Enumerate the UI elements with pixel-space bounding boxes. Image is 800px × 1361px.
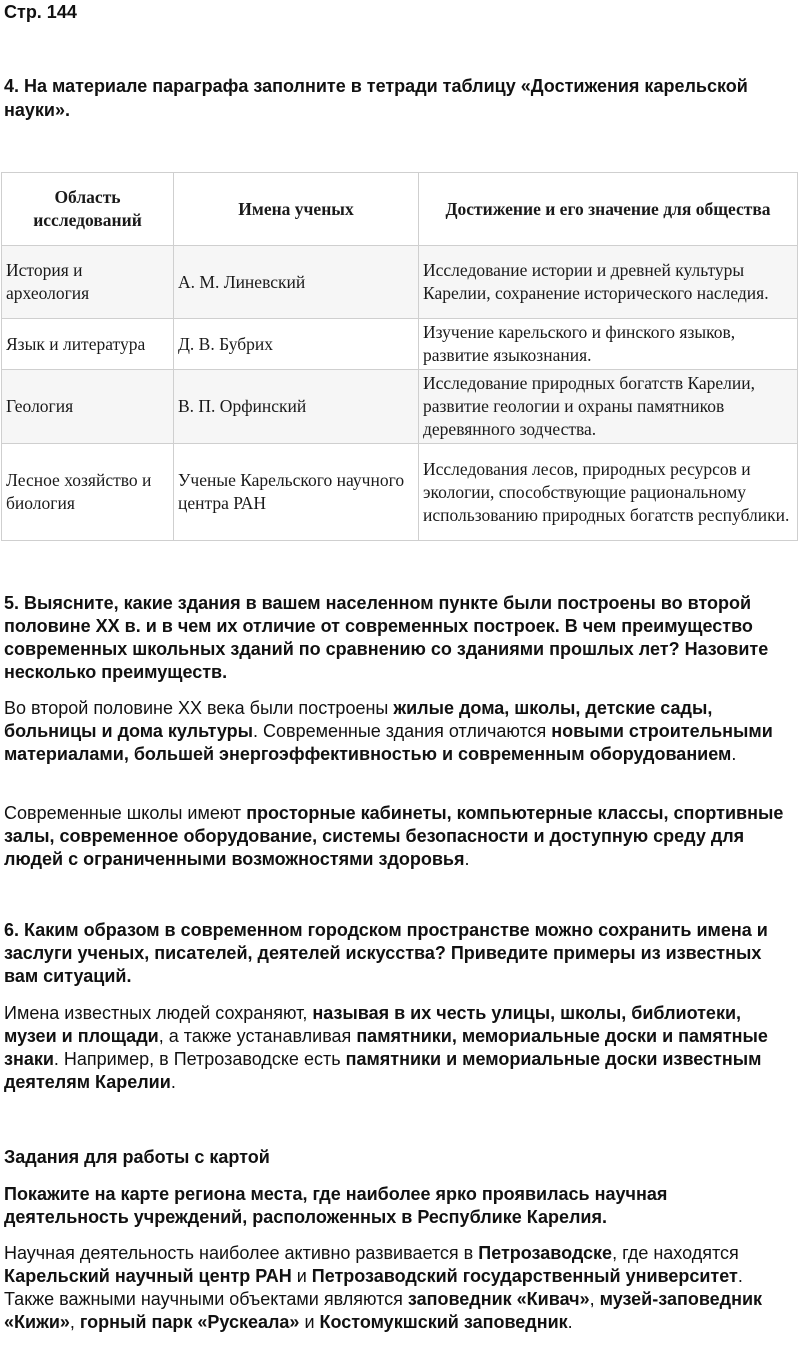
question-5: 5. Выясните, какие здания в вашем населенном пункте были построены во второй половине XX в. и в чем их отличие от современных построек. В чем преимущество современных школьных зданий по сравнению со зданиями прошлых лет? Назовите несколько преимуществ.	[4, 593, 769, 682]
answer-text: и	[299, 1312, 320, 1332]
cell-names: В. П. Орфинский	[174, 370, 419, 444]
cell-achievement: Исследование истории и древней культуры Карелии, сохранение исторического наследия.	[419, 246, 798, 319]
question-4: 4. На материале параграфа заполните в тетради таблицу «Достижения карельской науки».	[4, 76, 748, 120]
achievements-table	[1, 172, 798, 541]
answer-bold: просторные кабинеты, компьютерные классы, спортивные залы, современное оборудование, системы безопасности и доступную среду для людей с ограниченными возможностями здоровья	[4, 803, 784, 869]
answer-text: .	[567, 1312, 573, 1332]
answer-bold: называя в их честь улицы, школы, библиотеки, музеи и площади	[4, 1003, 742, 1046]
header-area: Область исследований	[2, 173, 174, 246]
cell-names: Д. В. Бубрих	[174, 319, 419, 370]
answer-text: Во второй половине XX века были построены	[4, 698, 394, 718]
answer-text: , а также устанавливая	[158, 1026, 357, 1046]
answer-bold: заповедник «Кивач»	[407, 1289, 590, 1309]
cell-area: Язык и литература	[2, 319, 174, 370]
answer-text: ,	[589, 1289, 600, 1309]
answer-text: .	[731, 744, 737, 764]
answer-text: . Например, в Петрозаводске есть	[53, 1049, 346, 1069]
answer-text: .	[170, 1072, 176, 1092]
cell-area: История и археология	[2, 246, 174, 319]
answer-text: . Также важными научными объектами являются	[4, 1266, 743, 1309]
answer-text: , где находятся	[612, 1243, 739, 1263]
cell-names: А. М. Линевский	[174, 246, 419, 319]
answer-bold: Карельский научный центр РАН	[4, 1266, 292, 1286]
table-row	[2, 444, 798, 541]
header-achievement: Достижение и его значение для общества	[419, 173, 798, 246]
answer-5-paragraph-2	[4, 802, 797, 871]
answer-bold: Петрозаводске	[478, 1243, 613, 1263]
header-names: Имена ученых	[174, 173, 419, 246]
answer-bold: Петрозаводский государственный университет	[311, 1266, 738, 1286]
answer-text: Научная деятельность наиболее активно развивается в	[4, 1243, 479, 1263]
table-row	[2, 246, 798, 319]
cell-area: Лесное хозяйство и биология	[2, 444, 174, 541]
map-answer-paragraph	[4, 1242, 797, 1334]
answer-text: и	[291, 1266, 312, 1286]
table-row	[2, 370, 798, 444]
table-row	[2, 319, 798, 370]
answer-text: Современные школы имеют	[4, 803, 247, 823]
answer-bold: памятники, мемориальные доски и памятные знаки	[4, 1026, 768, 1069]
answer-bold: Костомукшский заповедник	[319, 1312, 568, 1332]
map-tasks-heading: Задания для работы с картой	[4, 1147, 270, 1167]
cell-achievement: Исследования лесов, природных ресурсов и экологии, способствующие рациональному использованию природных богатств республики.	[419, 444, 798, 541]
answer-bold: музей-заповедник «Кижи»	[4, 1289, 763, 1332]
map-question: Покажите на карте региона места, где наиболее ярко проявилась научная деятельность учреждений, расположенных в Республике Карелия.	[4, 1184, 668, 1227]
answer-bold: жилые дома, школы, детские сады, больницы и дома культуры	[4, 698, 713, 741]
question-6: 6. Каким образом в современном городском пространстве можно сохранить имена и заслуги ученых, писателей, деятелей искусства? Приведите примеры из известных вам ситуаций.	[4, 920, 768, 986]
answer-text: .	[464, 849, 470, 869]
answer-6-paragraph-1	[4, 1002, 797, 1094]
page-number: Стр. 144	[4, 2, 77, 22]
answer-text: . Современные здания отличаются	[253, 721, 552, 741]
answer-bold: памятники и мемориальные доски известным деятелям Карелии	[4, 1049, 762, 1092]
cell-names: Ученые Карельского научного центра РАН	[174, 444, 419, 541]
answer-text: ,	[69, 1312, 80, 1332]
answer-text: Имена известных людей сохраняют,	[4, 1003, 313, 1023]
cell-achievement: Изучение карельского и финского языков, развитие языкознания.	[419, 319, 798, 370]
table-header-row	[2, 173, 798, 246]
answer-bold: новыми строительными материалами, большей энергоэффективностью и современным оборудованием	[4, 721, 773, 764]
answer-bold: горный парк «Рускеала»	[79, 1312, 300, 1332]
cell-area: Геология	[2, 370, 174, 444]
cell-achievement: Исследование природных богатств Карелии, развитие геологии и охраны памятников деревянного зодчества.	[419, 370, 798, 444]
answer-5-paragraph-1	[4, 697, 797, 766]
